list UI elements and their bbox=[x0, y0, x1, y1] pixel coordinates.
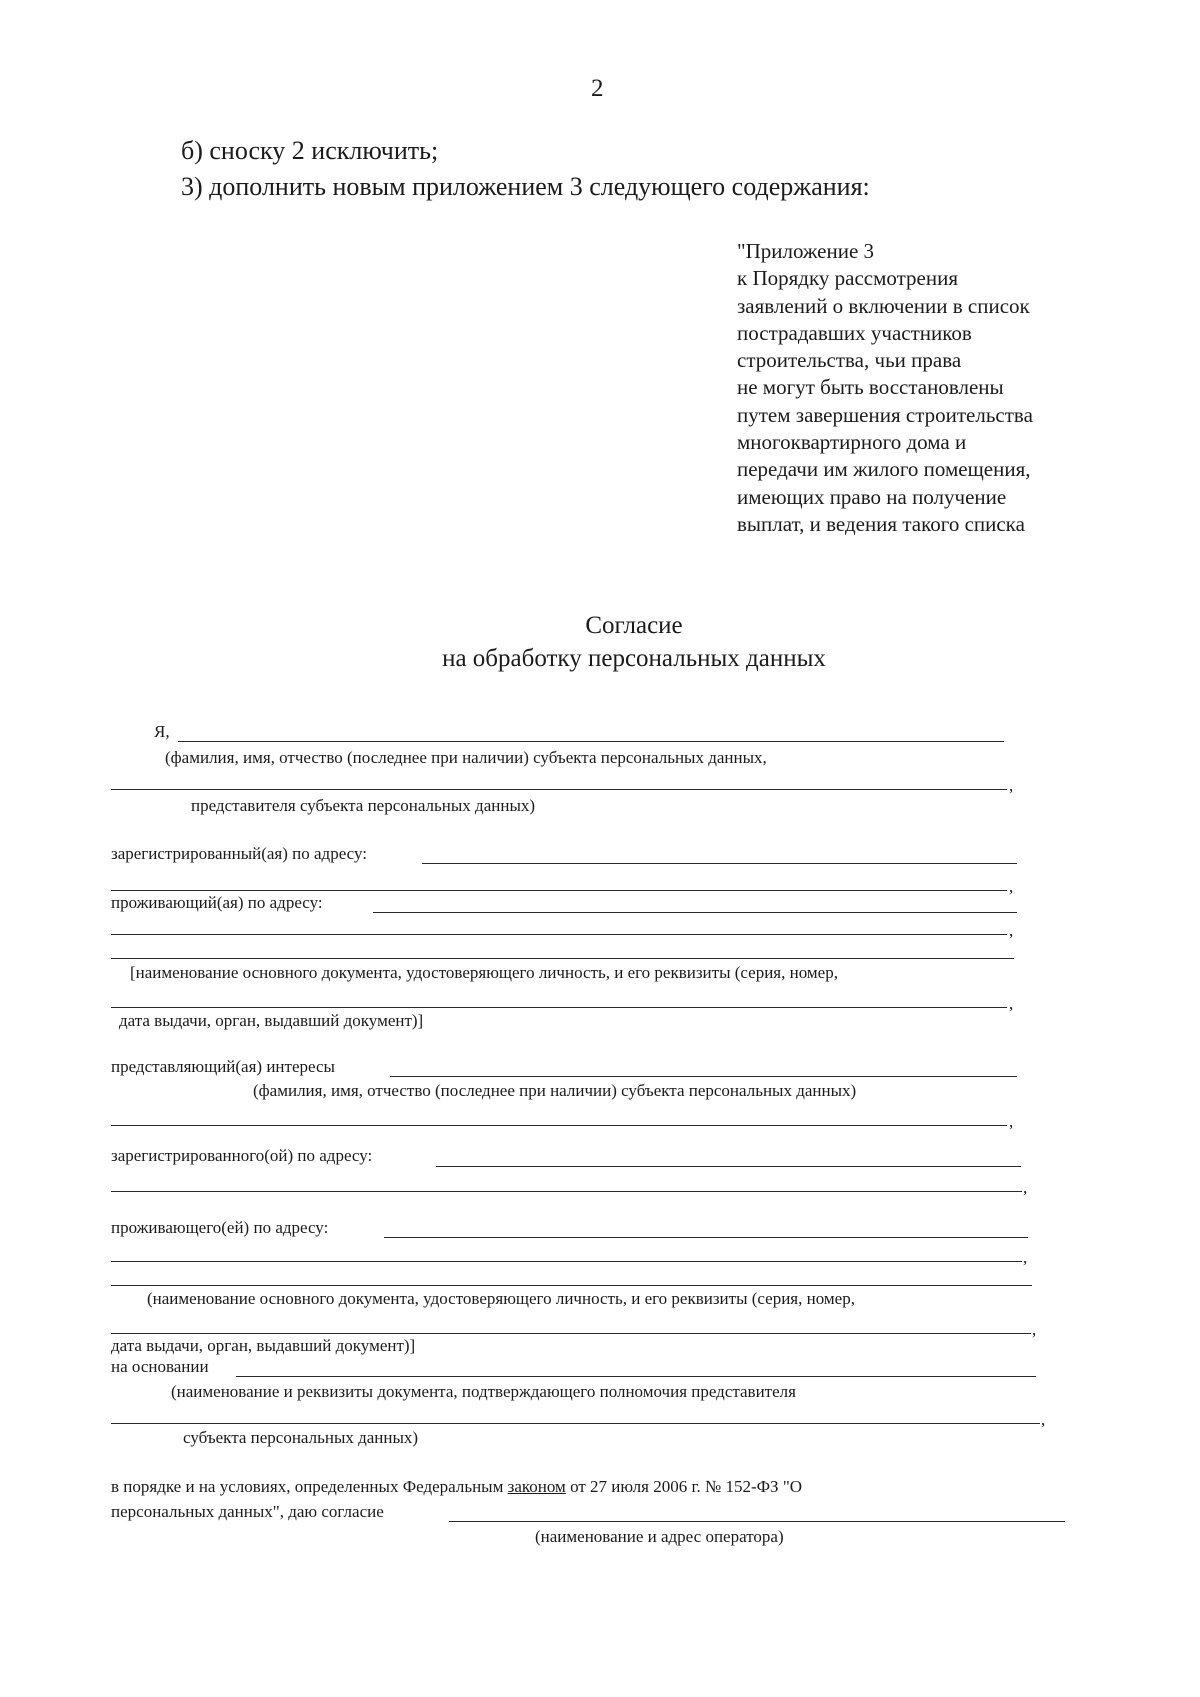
consent-part2: от 27 июля 2006 г. № 152-ФЗ "О bbox=[570, 1477, 803, 1496]
fio-line[interactable] bbox=[178, 741, 1004, 742]
representing-line[interactable] bbox=[390, 1076, 1017, 1077]
document-line[interactable] bbox=[111, 958, 1014, 959]
caption-fio-subject: (фамилия, имя, отчество (последнее при наличии) субъекта персональных данных, bbox=[165, 748, 767, 767]
registered-address-line-3[interactable] bbox=[436, 1166, 1021, 1167]
appendix-line: выплат, и ведения такого списка bbox=[737, 511, 1025, 536]
living-label-2: проживающего(ей) по адресу: bbox=[111, 1218, 329, 1237]
fio-line-2[interactable] bbox=[111, 789, 1007, 790]
living-address-line-4[interactable] bbox=[111, 1261, 1022, 1262]
appendix-line: имеющих право на получение bbox=[737, 484, 1007, 509]
comma: , bbox=[1009, 877, 1014, 896]
appendix-line: к Порядку рассмотрения bbox=[737, 266, 958, 291]
caption-representative: представителя субъекта персональных данных) bbox=[191, 796, 536, 815]
intro-item-b: б) сноску 2 исключить; bbox=[181, 136, 439, 165]
registered-address-line-2[interactable] bbox=[111, 890, 1007, 891]
comma: , bbox=[1009, 776, 1014, 795]
appendix-line: передачи им жилого помещения, bbox=[737, 457, 1031, 482]
appendix-header bbox=[737, 238, 1033, 538]
consent-part1: в порядке и на условиях, определенных Федеральным bbox=[111, 1477, 504, 1496]
caption-authority: (наименование и реквизиты документа, подтверждающего полномочия представителя bbox=[171, 1382, 796, 1401]
comma: , bbox=[1009, 1112, 1014, 1131]
representing-line-2[interactable] bbox=[111, 1125, 1007, 1126]
caption-authority-2: субъекта персональных данных) bbox=[183, 1428, 419, 1447]
caption-document-2: (наименование основного документа, удостоверяющего личность, и его реквизиты (серия, номер, bbox=[147, 1289, 855, 1308]
comma: , bbox=[1023, 1178, 1028, 1197]
basis-line[interactable] bbox=[236, 1376, 1036, 1377]
page-number: 2 bbox=[591, 75, 604, 102]
caption-document-1: [наименование основного документа, удостоверяющего личность, и его реквизиты (серия, номер, bbox=[130, 963, 838, 982]
living-address-line-2[interactable] bbox=[111, 934, 1007, 935]
comma: , bbox=[1041, 1410, 1046, 1429]
consent-line-1 bbox=[111, 1477, 1091, 1497]
document-line-3[interactable] bbox=[111, 1285, 1032, 1286]
caption-issue-1: дата выдачи, орган, выдавший документ)] bbox=[119, 1011, 424, 1030]
caption-operator: (наименование и адрес оператора) bbox=[535, 1527, 784, 1546]
document-line-4[interactable] bbox=[111, 1333, 1031, 1334]
appendix-line: пострадавших участников bbox=[737, 320, 972, 345]
appendix-line: путем завершения строительства bbox=[737, 402, 1033, 427]
comma: , bbox=[1009, 921, 1014, 940]
living-address-line[interactable] bbox=[373, 912, 1017, 913]
comma: , bbox=[1032, 1320, 1037, 1339]
caption-issue-2: дата выдачи, орган, выдавший документ)] bbox=[111, 1336, 416, 1355]
appendix-line: не могут быть восстановлены bbox=[737, 375, 1004, 400]
form-subtitle: на обработку персональных данных bbox=[442, 645, 826, 672]
appendix-line: заявлений о включении в список bbox=[737, 293, 1030, 318]
appendix-line: "Приложение 3 bbox=[737, 239, 875, 263]
operator-line[interactable] bbox=[449, 1521, 1065, 1522]
intro-item-3: 3) дополнить новым приложением 3 следующего содержания: bbox=[181, 172, 870, 201]
registered-label: зарегистрированный(ая) по адресу: bbox=[111, 844, 367, 863]
ya-label: Я, bbox=[154, 722, 170, 741]
law-link[interactable]: законом bbox=[507, 1477, 566, 1496]
caption-fio-subject-2: (фамилия, имя, отчество (последнее при наличии) субъекта персональных данных) bbox=[253, 1081, 857, 1100]
appendix-line: многоквартирного дома и bbox=[737, 430, 967, 455]
consent-part3: персональных данных", даю согласие bbox=[111, 1502, 384, 1521]
form-title: Согласие bbox=[585, 612, 683, 639]
comma: , bbox=[1023, 1248, 1028, 1267]
comma: , bbox=[1009, 994, 1014, 1013]
registered-label-2: зарегистрированного(ой) по адресу: bbox=[111, 1146, 373, 1165]
registered-address-line[interactable] bbox=[422, 863, 1017, 864]
appendix-line: строительства, чьи права bbox=[737, 348, 962, 373]
living-label: проживающий(ая) по адресу: bbox=[111, 893, 323, 912]
living-address-line-3[interactable] bbox=[384, 1237, 1028, 1238]
basis-label: на основании bbox=[111, 1357, 209, 1376]
registered-address-line-4[interactable] bbox=[111, 1191, 1022, 1192]
document-line-2[interactable] bbox=[111, 1007, 1007, 1008]
basis-line-2[interactable] bbox=[111, 1423, 1040, 1424]
representing-label: представляющий(ая) интересы bbox=[111, 1057, 335, 1076]
